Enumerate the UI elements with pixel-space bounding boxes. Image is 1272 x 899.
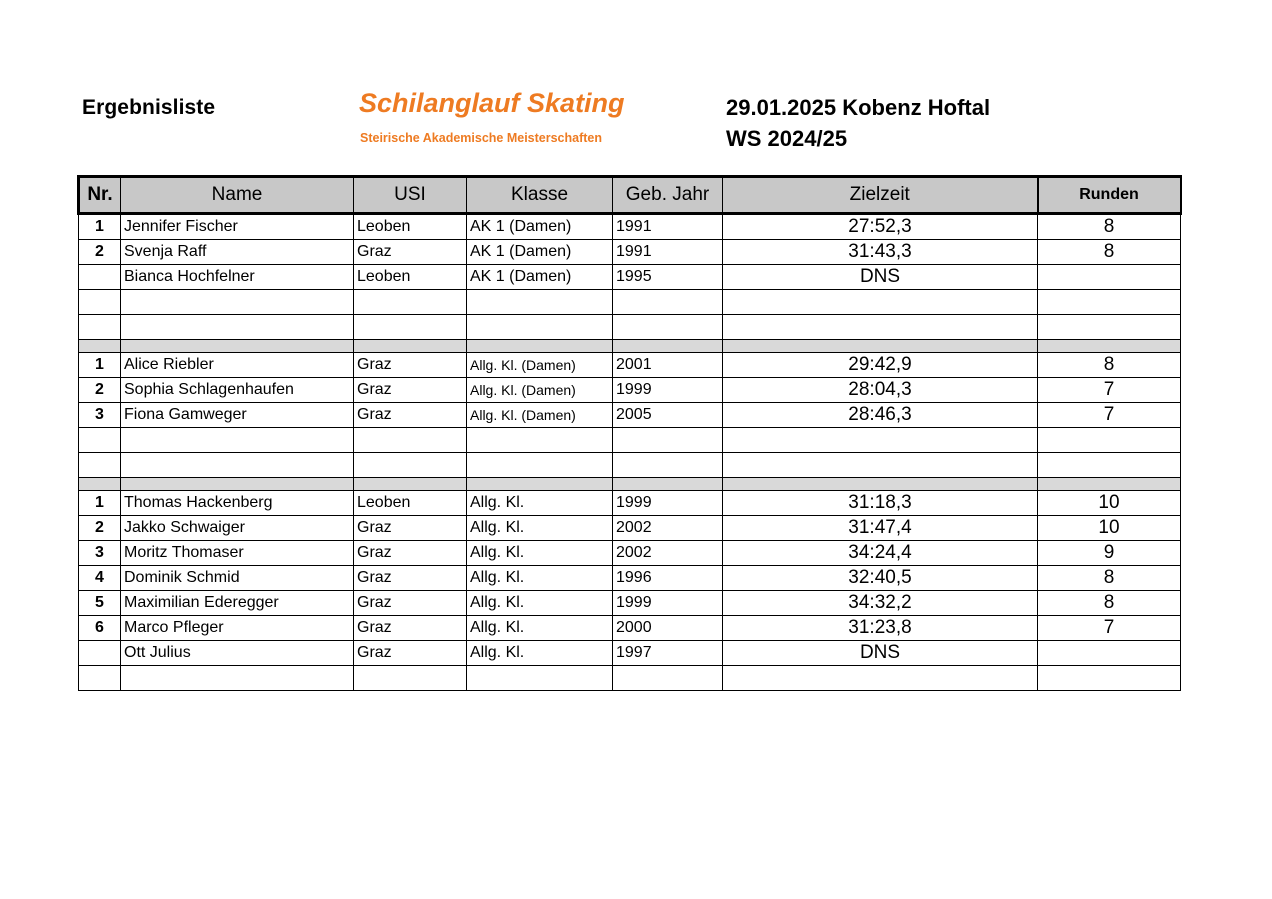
empty-cell [613, 428, 723, 453]
cell-geb-jahr: 1991 [613, 240, 723, 265]
cell-geb-jahr: 2001 [613, 353, 723, 378]
cell-runden: 8 [1038, 353, 1181, 378]
cell-nr: 1 [79, 214, 121, 240]
cell-name: Ott Julius [121, 641, 354, 666]
empty-cell [1038, 666, 1181, 691]
cell-geb-jahr: 2002 [613, 516, 723, 541]
cell-geb-jahr: 1999 [613, 378, 723, 403]
cell-usi: Graz [354, 378, 467, 403]
cell-nr [79, 265, 121, 290]
cell-runden [1038, 265, 1181, 290]
cell-runden: 9 [1038, 541, 1181, 566]
cell-usi: Leoben [354, 491, 467, 516]
empty-cell [354, 428, 467, 453]
cell-name: Sophia Schlagenhaufen [121, 378, 354, 403]
cell-runden: 8 [1038, 240, 1181, 265]
cell-klasse: Allg. Kl. [467, 491, 613, 516]
cell-name: Svenja Raff [121, 240, 354, 265]
empty-cell [121, 428, 354, 453]
separator-cell [79, 340, 121, 353]
result-row [79, 641, 1181, 666]
cell-usi: Graz [354, 591, 467, 616]
cell-geb-jahr: 1999 [613, 591, 723, 616]
cell-geb-jahr: 1999 [613, 491, 723, 516]
separator-cell [613, 340, 723, 353]
page-header [0, 0, 1272, 170]
separator-cell [723, 478, 1038, 491]
group-separator-row [79, 340, 1181, 353]
cell-usi: Graz [354, 240, 467, 265]
cell-klasse: AK 1 (Damen) [467, 265, 613, 290]
column-header-runden: Runden [1038, 177, 1181, 214]
empty-cell [723, 290, 1038, 315]
empty-cell [1038, 428, 1181, 453]
results-table-header [79, 177, 1181, 214]
cell-nr: 5 [79, 591, 121, 616]
cell-zielzeit: 31:18,3 [723, 491, 1038, 516]
cell-name: Jakko Schwaiger [121, 516, 354, 541]
separator-cell [79, 478, 121, 491]
cell-runden: 8 [1038, 591, 1181, 616]
separator-cell [723, 340, 1038, 353]
empty-cell [121, 315, 354, 340]
empty-row [79, 315, 1181, 340]
document-label: Ergebnisliste [82, 96, 216, 119]
event-date-location: 29.01.2025 Kobenz Hoftal [726, 95, 991, 120]
cell-klasse: Allg. Kl. [467, 516, 613, 541]
cell-zielzeit: DNS [723, 641, 1038, 666]
empty-row [79, 666, 1181, 691]
cell-klasse: Allg. Kl. [467, 641, 613, 666]
cell-nr: 2 [79, 516, 121, 541]
cell-klasse: AK 1 (Damen) [467, 240, 613, 265]
cell-zielzeit: 34:24,4 [723, 541, 1038, 566]
cell-usi: Graz [354, 541, 467, 566]
cell-name: Thomas Hackenberg [121, 491, 354, 516]
cell-runden: 7 [1038, 616, 1181, 641]
empty-cell [613, 453, 723, 478]
empty-cell [467, 428, 613, 453]
empty-cell [1038, 453, 1181, 478]
cell-zielzeit: 28:04,3 [723, 378, 1038, 403]
cell-usi: Graz [354, 353, 467, 378]
cell-name: Jennifer Fischer [121, 214, 354, 240]
cell-name: Moritz Thomaser [121, 541, 354, 566]
result-row [79, 353, 1181, 378]
cell-zielzeit: 34:32,2 [723, 591, 1038, 616]
empty-cell [613, 315, 723, 340]
cell-nr: 4 [79, 566, 121, 591]
empty-cell [467, 666, 613, 691]
cell-runden: 8 [1038, 566, 1181, 591]
cell-klasse: Allg. Kl. (Damen) [467, 353, 613, 378]
cell-runden: 7 [1038, 378, 1181, 403]
cell-usi: Graz [354, 566, 467, 591]
cell-geb-jahr: 2002 [613, 541, 723, 566]
cell-zielzeit: 31:47,4 [723, 516, 1038, 541]
column-header-nr: Nr. [79, 177, 121, 214]
cell-name: Marco Pfleger [121, 616, 354, 641]
empty-row [79, 290, 1181, 315]
cell-usi: Graz [354, 641, 467, 666]
cell-nr: 2 [79, 378, 121, 403]
separator-cell [613, 478, 723, 491]
result-row [79, 265, 1181, 290]
result-row [79, 491, 1181, 516]
cell-name: Fiona Gamweger [121, 403, 354, 428]
empty-cell [354, 290, 467, 315]
empty-cell [1038, 290, 1181, 315]
empty-cell [79, 428, 121, 453]
cell-zielzeit: 31:23,8 [723, 616, 1038, 641]
cell-nr: 3 [79, 541, 121, 566]
empty-cell [467, 315, 613, 340]
empty-cell [354, 315, 467, 340]
result-row [79, 378, 1181, 403]
event-subtitle: Steirische Akademische Meisterschaften [360, 131, 603, 145]
empty-cell [79, 315, 121, 340]
result-row [79, 616, 1181, 641]
cell-zielzeit: 27:52,3 [723, 214, 1038, 240]
separator-cell [1038, 478, 1181, 491]
cell-zielzeit: 28:46,3 [723, 403, 1038, 428]
empty-cell [79, 666, 121, 691]
cell-klasse: Allg. Kl. (Damen) [467, 403, 613, 428]
empty-cell [354, 453, 467, 478]
cell-zielzeit: DNS [723, 265, 1038, 290]
cell-zielzeit: 31:43,3 [723, 240, 1038, 265]
empty-cell [1038, 315, 1181, 340]
cell-geb-jahr: 1996 [613, 566, 723, 591]
cell-runden [1038, 641, 1181, 666]
cell-zielzeit: 29:42,9 [723, 353, 1038, 378]
empty-cell [79, 453, 121, 478]
results-table-body [79, 214, 1181, 691]
result-row [79, 566, 1181, 591]
column-header-geb-jahr: Geb. Jahr [613, 177, 723, 214]
semester-label: WS 2024/25 [726, 126, 848, 151]
empty-row [79, 428, 1181, 453]
column-header-zielzeit: Zielzeit [723, 177, 1038, 214]
cell-zielzeit: 32:40,5 [723, 566, 1038, 591]
cell-runden: 7 [1038, 403, 1181, 428]
empty-cell [467, 290, 613, 315]
empty-cell [121, 290, 354, 315]
empty-cell [723, 666, 1038, 691]
empty-cell [354, 666, 467, 691]
event-title: Schilanglauf Skating [359, 88, 625, 118]
cell-geb-jahr: 1995 [613, 265, 723, 290]
cell-geb-jahr: 2000 [613, 616, 723, 641]
cell-nr: 2 [79, 240, 121, 265]
cell-klasse: Allg. Kl. [467, 566, 613, 591]
empty-cell [613, 290, 723, 315]
separator-cell [354, 340, 467, 353]
separator-cell [354, 478, 467, 491]
cell-runden: 10 [1038, 491, 1181, 516]
cell-name: Bianca Hochfelner [121, 265, 354, 290]
empty-cell [723, 428, 1038, 453]
cell-usi: Leoben [354, 265, 467, 290]
separator-cell [467, 478, 613, 491]
group-separator-row [79, 478, 1181, 491]
cell-klasse: Allg. Kl. [467, 616, 613, 641]
cell-klasse: Allg. Kl. [467, 541, 613, 566]
cell-nr: 3 [79, 403, 121, 428]
cell-runden: 10 [1038, 516, 1181, 541]
result-row [79, 403, 1181, 428]
cell-klasse: Allg. Kl. (Damen) [467, 378, 613, 403]
empty-cell [467, 453, 613, 478]
empty-cell [79, 290, 121, 315]
separator-cell [121, 478, 354, 491]
cell-geb-jahr: 1991 [613, 214, 723, 240]
cell-klasse: AK 1 (Damen) [467, 214, 613, 240]
empty-cell [723, 315, 1038, 340]
cell-usi: Leoben [354, 214, 467, 240]
cell-name: Dominik Schmid [121, 566, 354, 591]
cell-nr: 1 [79, 491, 121, 516]
separator-cell [467, 340, 613, 353]
cell-name: Alice Riebler [121, 353, 354, 378]
empty-cell [121, 666, 354, 691]
result-row [79, 240, 1181, 265]
separator-cell [121, 340, 354, 353]
result-row [79, 541, 1181, 566]
results-table [77, 175, 1182, 691]
empty-cell [613, 666, 723, 691]
cell-usi: Graz [354, 616, 467, 641]
cell-name: Maximilian Ederegger [121, 591, 354, 616]
column-header-klasse: Klasse [467, 177, 613, 214]
empty-row [79, 453, 1181, 478]
column-header-name: Name [121, 177, 354, 214]
cell-usi: Graz [354, 403, 467, 428]
cell-runden: 8 [1038, 214, 1181, 240]
result-row [79, 214, 1181, 240]
separator-cell [1038, 340, 1181, 353]
result-row [79, 516, 1181, 541]
cell-usi: Graz [354, 516, 467, 541]
cell-geb-jahr: 2005 [613, 403, 723, 428]
cell-nr [79, 641, 121, 666]
cell-geb-jahr: 1997 [613, 641, 723, 666]
empty-cell [723, 453, 1038, 478]
result-row [79, 591, 1181, 616]
column-header-usi: USI [354, 177, 467, 214]
cell-klasse: Allg. Kl. [467, 591, 613, 616]
cell-nr: 6 [79, 616, 121, 641]
cell-nr: 1 [79, 353, 121, 378]
empty-cell [121, 453, 354, 478]
